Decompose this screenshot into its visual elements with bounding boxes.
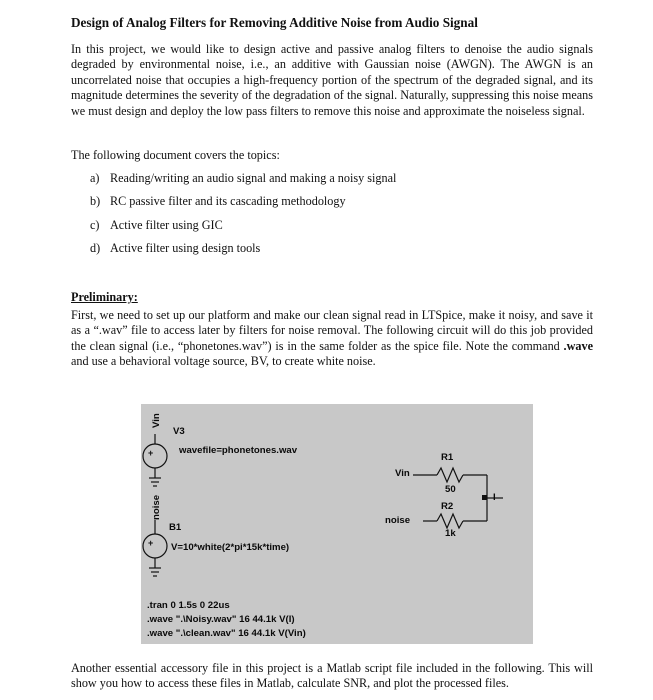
wave-command: .wave	[563, 338, 593, 353]
topic-item	[90, 241, 260, 256]
topic-item	[90, 171, 396, 186]
v3-name: V3	[173, 426, 185, 437]
svg-text:+: +	[148, 538, 154, 548]
net-label-noise: noise	[151, 494, 162, 520]
ltspice-schematic	[141, 404, 533, 644]
r1-resistor	[437, 468, 463, 482]
preliminary-paragraph	[71, 308, 593, 370]
topic-marker: c)	[90, 218, 100, 232]
v3-source-symbol	[143, 444, 167, 468]
b1-name: B1	[169, 522, 182, 533]
spice-directive: .wave ".\Noisy.wav" 16 44.1k V(I)	[147, 614, 295, 625]
topic-item	[90, 218, 223, 233]
r1-name: R1	[441, 452, 454, 463]
preliminary-text-2: and use a behavioral voltage source, BV, to create white noise.	[71, 354, 376, 369]
r1-value: 50	[445, 484, 456, 495]
r2-value: 1k	[445, 528, 456, 539]
v3-value: wavefile=phonetones.wav	[179, 445, 298, 456]
topic-text: Active filter using GIC	[110, 218, 223, 232]
net-label-vin: Vin	[151, 413, 162, 428]
probe-label: I	[493, 492, 496, 503]
preliminary-heading: Preliminary:	[71, 290, 138, 304]
node-vin-label: Vin	[395, 468, 410, 479]
preliminary-text-1: First, we need to set up our platform and make our clean signal read in LTSpice, make it noisy, and save it as a “.wav” file to access later by filters for noise removal. The following circuit will do this job provided the clean signal (i.e., “phonetones.wav”) is in the same folder as the spice file. Note the command	[71, 308, 593, 353]
spice-directive: .wave ".\clean.wav" 16 44.1k V(Vin)	[147, 628, 306, 639]
spice-directive: .tran 0 1.5s 0 22us	[147, 600, 230, 611]
r2-name: R2	[441, 501, 454, 512]
r2-resistor	[437, 514, 463, 528]
topic-marker: a)	[90, 171, 100, 185]
b1-value: V=10*white(2*pi*15k*time)	[171, 542, 290, 553]
topic-item	[90, 194, 346, 209]
document-title: Design of Analog Filters for Removing Additive Noise from Audio Signal	[71, 15, 478, 30]
topic-text: RC passive filter and its cascading methodology	[110, 194, 346, 208]
topic-marker: d)	[90, 241, 101, 255]
intro-paragraph: In this project, we would like to design active and passive analog filters to denoise the audio signals degraded by environmental noise, i.e., an additive with Gaussian noise (AWGN). The AWGN is an uncorrelated noise that occupies a high-frequency portion of the spectrum of the degraded signal, and its magnitude determines the severity of the degradation of the signal. Naturally, suppressing this noise means we must design and deploy the low pass filters to remove this noise and approximate the noiseless signal.	[71, 42, 593, 118]
topics-lead: The following document covers the topics:	[71, 148, 280, 162]
topic-text: Active filter using design tools	[110, 241, 261, 255]
topic-marker: b)	[90, 194, 101, 208]
svg-text:+: +	[148, 448, 154, 458]
topic-text: Reading/writing an audio signal and making a noisy signal	[110, 171, 397, 185]
closing-paragraph: Another essential accessory file in this project is a Matlab script file included in the following. This will show you how to access these files in Matlab, calculate SNR, and plot the processed files.	[71, 661, 593, 691]
node-noise-label: noise	[385, 515, 411, 526]
probe-node	[482, 495, 487, 500]
b1-source-symbol	[143, 534, 167, 558]
